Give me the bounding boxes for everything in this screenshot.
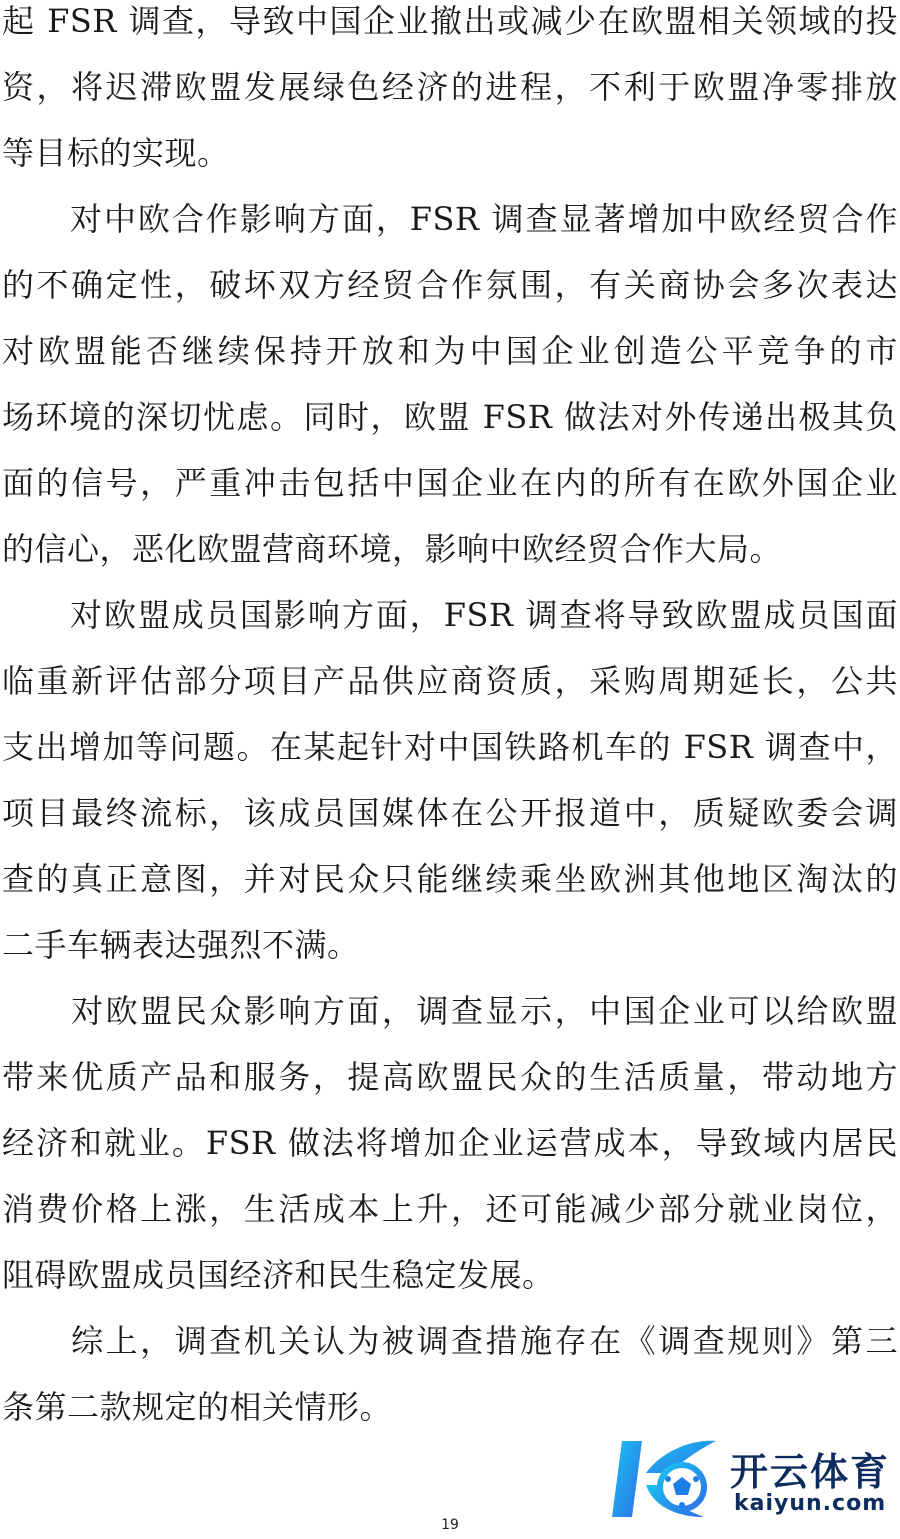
text-line: 支出增加等问题。在某起针对中国铁路机车的 FSR 调查中， [2, 728, 898, 766]
text-line: 消费价格上涨，生活成本上升，还可能减少部分就业岗位， [2, 1190, 898, 1228]
text-line: 综上，调查机关认为被调查措施存在《调查规则》第三 [2, 1322, 898, 1360]
text-line: 场环境的深切忧虑。同时，欧盟 FSR 做法对外传递出极其负 [2, 398, 898, 436]
text-line: 带来优质产品和服务，提高欧盟民众的生活质量，带动地方 [2, 1058, 898, 1096]
text-line: 起 FSR 调查，导致中国企业撤出或减少在欧盟相关领域的投 [2, 2, 898, 40]
text-line: 的信心，恶化欧盟营商环境，影响中欧经贸合作大局。 [2, 530, 783, 568]
watermark-url: kaiyun.com [734, 1491, 887, 1516]
text-line: 对中欧合作影响方面，FSR 调查显著增加中欧经贸合作 [2, 200, 898, 238]
text-line: 条第二款规定的相关情形。 [2, 1388, 393, 1426]
text-line: 面的信号，严重冲击包括中国企业在内的所有在欧外国企业 [2, 464, 898, 502]
text-line: 经济和就业。FSR 做法将增加企业运营成本，导致域内居民 [2, 1124, 898, 1162]
page-number: 19 [441, 1517, 459, 1533]
text-line: 二手车辆表达强烈不满。 [2, 926, 360, 964]
text-line: 资，将迟滞欧盟发展绿色经济的进程，不利于欧盟净零排放 [2, 68, 898, 106]
text-line: 等目标的实现。 [2, 134, 230, 172]
watermark-title: 开云体育 [730, 1450, 891, 1494]
text-line: 对欧盟民众影响方面，调查显示，中国企业可以给欧盟 [2, 992, 898, 1030]
text-line: 对欧盟成员国影响方面，FSR 调查将导致欧盟成员国面 [2, 596, 898, 634]
text-line: 临重新评估部分项目产品供应商资质，采购周期延长，公共 [2, 662, 898, 700]
body-text [2, 0, 898, 1440]
text-line: 的不确定性，破坏双方经贸合作氛围，有关商协会多次表达 [2, 266, 898, 304]
text-line: 阻碍欧盟成员国经济和民生稳定发展。 [2, 1256, 555, 1294]
text-line: 对欧盟能否继续保持开放和为中国企业创造公平竞争的市 [2, 332, 898, 370]
text-line: 查的真正意图，并对民众只能继续乘坐欧洲其他地区淘汰的 [2, 860, 898, 898]
text-line: 项目最终流标，该成员国媒体在公开报道中，质疑欧委会调 [2, 794, 898, 832]
soccer-ball-k-logo-icon [612, 1433, 722, 1525]
watermark [612, 1433, 898, 1525]
